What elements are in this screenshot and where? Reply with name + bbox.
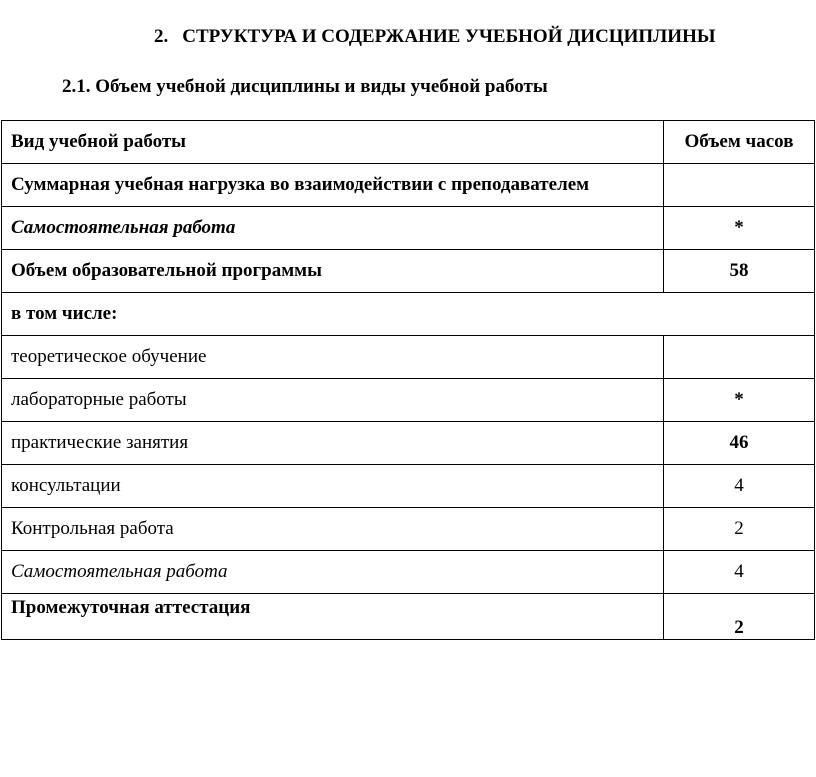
table-row — [2, 422, 815, 465]
table-row — [2, 594, 815, 640]
section-number: 2. — [154, 26, 169, 47]
row-name: Контрольная работа — [2, 508, 664, 551]
row-value: 58 — [664, 250, 815, 293]
table-row — [2, 336, 815, 379]
table-row — [2, 508, 815, 551]
section-heading — [154, 26, 716, 48]
table-row — [2, 379, 815, 422]
row-name: практические занятия — [2, 422, 664, 465]
table-row — [2, 250, 815, 293]
row-name: теоретическое обучение — [2, 336, 664, 379]
row-value — [664, 336, 815, 379]
row-name: Самостоятельная работа — [2, 207, 664, 250]
row-name: консультации — [2, 465, 664, 508]
row-value: 4 — [664, 465, 815, 508]
row-name: в том числе: — [2, 293, 815, 336]
table-header-row — [2, 121, 815, 164]
row-name: Суммарная учебная нагрузка во взаимодействии с преподавателем — [2, 164, 664, 207]
row-value: 2 — [664, 508, 815, 551]
row-value: * — [664, 207, 815, 250]
row-name: лабораторные работы — [2, 379, 664, 422]
work-volume-table — [1, 120, 815, 640]
table-row — [2, 465, 815, 508]
row-name: Промежуточная аттестация — [2, 594, 664, 640]
row-name: Объем образовательной программы — [2, 250, 664, 293]
row-value: 46 — [664, 422, 815, 465]
subsection-heading: 2.1. Объем учебной дисциплины и виды учебной работы — [62, 76, 548, 97]
header-hours: Объем часов — [664, 121, 815, 164]
table-row — [2, 164, 815, 207]
row-name: Самостоятельная работа — [2, 551, 664, 594]
table-row — [2, 207, 815, 250]
row-value: * — [664, 379, 815, 422]
header-work-type: Вид учебной работы — [2, 121, 664, 164]
table-row — [2, 293, 815, 336]
row-value — [664, 164, 815, 207]
table-row — [2, 551, 815, 594]
row-value: 2 — [664, 594, 815, 640]
section-title: СТРУКТУРА И СОДЕРЖАНИЕ УЧЕБНОЙ ДИСЦИПЛИНЫ — [182, 26, 716, 47]
row-value: 4 — [664, 551, 815, 594]
